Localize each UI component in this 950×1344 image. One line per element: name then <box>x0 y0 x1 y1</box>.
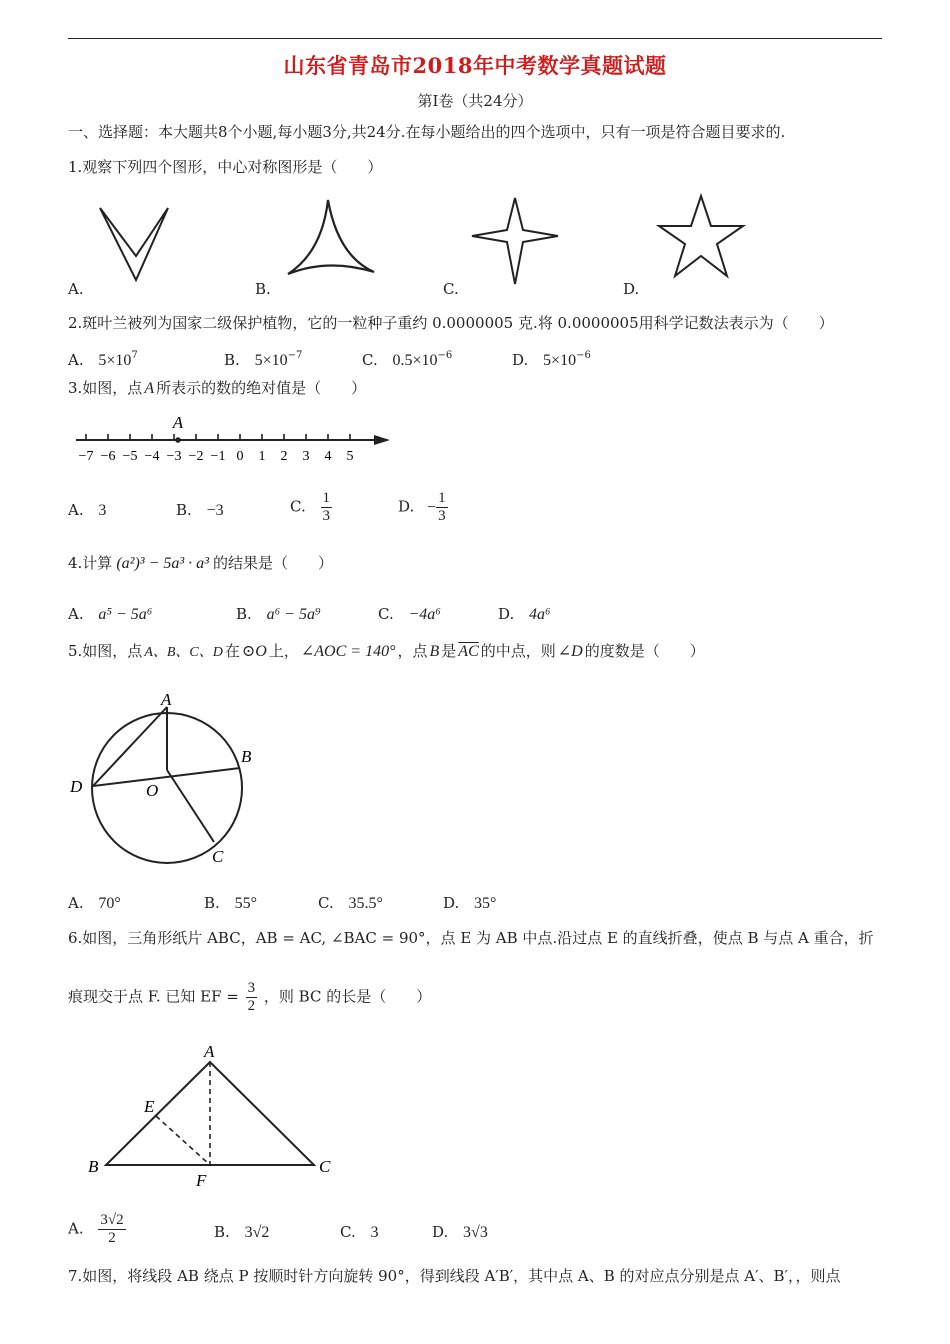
q2-option-b <box>224 346 302 371</box>
q6-stem-line2 <box>68 980 431 1015</box>
q3-stem-prefix: 3.如图，点 <box>68 379 143 397</box>
option-label: D. <box>512 351 529 369</box>
numberline-tick-label: 5 <box>346 449 354 464</box>
numberline-point-label: A <box>172 413 184 432</box>
q5-option-c <box>318 893 383 914</box>
q6-stem-line1: 6.如图，三角形纸片 ABC，AB = AC, ∠BAC = 90°，点 E 为 AB 中点.沿过点 E 的直线折叠，使点 B 与点 A 重合，折 <box>68 929 874 947</box>
option-label: C. <box>290 497 306 516</box>
numberline-tick-label: −2 <box>188 449 204 464</box>
q5-text-3: 上， <box>268 642 299 660</box>
q1-option-c: C. <box>443 280 459 298</box>
q2-a-base: 5×10 <box>98 352 132 369</box>
q6-line2-prefix: 痕现交于点 F. 已知 EF = <box>68 987 239 1006</box>
q5-text-2: 在 <box>224 642 240 660</box>
q6-option-d <box>432 1222 488 1243</box>
q5-option-a <box>68 893 121 914</box>
option-label: A. <box>68 605 84 623</box>
option-label: D. <box>398 497 415 516</box>
numberline-tick-label: −5 <box>122 449 138 464</box>
q7-stem: 7.如图，将线段 AB 绕点 P 按顺时针方向旋转 90°，得到线段 A′B′，其中点 A、B 的对应点分别是点 A′、B′，，则点 <box>68 1267 841 1285</box>
numberline-tick-label: −4 <box>144 449 160 464</box>
five-point-star-icon <box>659 196 743 276</box>
q5-c-value: 35.5° <box>348 895 383 912</box>
q6-ef-num: 3 <box>247 980 256 996</box>
q5-text-1: 5.如图，点 <box>68 642 143 660</box>
q2-b-exp: −7 <box>287 350 303 361</box>
option-label: A. <box>68 1219 84 1238</box>
q3-stem-suffix: 所表示的数的绝对值是（ ） <box>156 379 367 397</box>
q4-option-d <box>498 604 551 625</box>
q5-b-value: 55° <box>234 895 257 912</box>
page-title: 山东省青岛市2018年中考数学真题试题 <box>283 53 667 78</box>
q5-d-value: 35° <box>474 895 497 912</box>
header-rule <box>68 38 882 39</box>
q6-a-den: 2 <box>108 1230 116 1246</box>
label-c: C <box>319 1157 331 1176</box>
arrow-icon <box>374 435 390 445</box>
q3-option-d <box>398 490 448 525</box>
label-c: C <box>212 847 224 866</box>
q5-option-d <box>443 893 496 914</box>
numberline-tick-label: −7 <box>78 449 94 464</box>
numberline-tick-label: 2 <box>280 449 288 464</box>
q4-option-c <box>378 604 441 625</box>
q6-c-value: 3 <box>370 1224 379 1241</box>
q3-point: A <box>144 380 155 397</box>
numberline-tick-label: 3 <box>302 449 310 464</box>
q5-angle: ∠AOC = 140° <box>300 643 396 660</box>
q3-d-den: 3 <box>438 508 446 524</box>
page-subtitle: 第Ⅰ卷（共24分） <box>417 92 533 110</box>
q3-option-c <box>290 490 332 525</box>
q6-option-c <box>340 1222 379 1243</box>
numberline-tick-label: −6 <box>100 449 116 464</box>
q4-a-value: a⁵ − 5a⁶ <box>98 606 153 623</box>
q4-c-value: −4a⁶ <box>408 606 441 623</box>
q5-text-6: 的中点，则 <box>480 642 556 660</box>
q5-circle: ⊙O <box>241 643 267 660</box>
q3-option-a <box>68 500 106 521</box>
numberline-tick-label: 0 <box>236 449 244 464</box>
q5-stem <box>68 641 705 663</box>
q2-d-base: 5×10 <box>543 352 577 369</box>
q2-c-base: 0.5×10 <box>392 352 438 369</box>
q2-d-exp: −6 <box>576 350 591 361</box>
q5-circle-figure <box>66 690 266 870</box>
numberline-tick-label: 1 <box>258 449 266 464</box>
option-label: C. <box>378 605 394 623</box>
q6-triangle-figure <box>82 1040 342 1190</box>
q6-option-a <box>68 1212 126 1247</box>
option-label: B. <box>224 351 240 369</box>
q3-b-value: −3 <box>206 502 224 519</box>
q2-b-base: 5×10 <box>254 352 288 369</box>
q3-a-value: 3 <box>98 502 107 519</box>
q5-text-4: ，点 <box>397 642 428 660</box>
label-f: F <box>196 1171 207 1190</box>
q4-option-b <box>236 604 321 625</box>
label-e: E <box>144 1097 155 1116</box>
q1-option-d: D. <box>623 280 640 298</box>
q1-option-b: B. <box>255 280 271 298</box>
q4-expression: (a²)³ − 5a³ · a³ <box>116 555 209 572</box>
option-label: C. <box>362 351 378 369</box>
q5-a-value: 70° <box>98 895 121 912</box>
q4-stem <box>68 553 333 574</box>
q2-c-exp: −6 <box>437 350 453 361</box>
q4-b-value: a⁶ − 5a⁹ <box>266 606 321 623</box>
q3-d-sign: − <box>427 498 437 516</box>
option-label: B. <box>204 894 220 912</box>
q6-line2-suffix: ，则 BC 的长是（ ） <box>263 987 432 1006</box>
option-label: A. <box>68 501 84 519</box>
option-label: C. <box>318 894 334 912</box>
q3-d-num: 1 <box>438 490 446 506</box>
label-o: O <box>146 781 159 800</box>
q1-figures <box>90 190 780 290</box>
label-a: A <box>161 690 172 709</box>
number-line <box>72 410 402 470</box>
option-label: D. <box>443 894 460 912</box>
q5-option-b <box>204 893 257 914</box>
q2-option-d <box>512 346 591 371</box>
q5-angle-d: ∠D <box>557 643 583 660</box>
q2-stem: 2.斑叶兰被列为国家二级保护植物，它的一粒种子重约 0.0000005 克.将 0.0000005用科学记数法表示为（ ） <box>68 314 834 332</box>
option-label: D. <box>432 1223 449 1241</box>
curved-triangle-icon <box>288 200 374 274</box>
label-b: B <box>88 1157 99 1176</box>
q2-option-c <box>362 346 452 371</box>
option-label: A. <box>68 351 84 369</box>
section-instructions: 一、选择题：本大题共8个小题,每小题3分,共24分.在每小题给出的四个选项中，只有一项是符合题目要求的. <box>68 123 786 141</box>
q1-option-a: A. <box>68 280 84 298</box>
label-a: A <box>204 1042 215 1061</box>
option-label: C. <box>340 1223 356 1241</box>
q6-ef-den: 2 <box>247 998 256 1014</box>
q1-stem: 1.观察下列四个图形，中心对称图形是（ ） <box>68 158 383 176</box>
q5-text-7: 的度数是（ ） <box>584 642 705 660</box>
q4-stem-prefix: 4.计算 <box>68 554 113 572</box>
q2-option-a <box>68 346 138 371</box>
q3-c-num: 1 <box>322 490 330 506</box>
v-shape-icon <box>100 208 168 280</box>
q3-stem <box>68 378 366 399</box>
numberline-tick-label: 4 <box>324 449 332 464</box>
q6-b-value: 3√2 <box>244 1224 270 1241</box>
q5-points: A、B、C、D <box>144 645 223 660</box>
q4-stem-suffix: 的结果是（ ） <box>212 554 333 572</box>
four-point-star-icon <box>472 198 558 284</box>
option-label: B. <box>236 605 252 623</box>
q2-a-exp: 7 <box>131 350 138 361</box>
q4-d-value: 4a⁶ <box>529 606 551 623</box>
q3-c-den: 3 <box>322 508 330 524</box>
numberline-point <box>175 437 181 443</box>
label-b: B <box>241 747 252 766</box>
q5-text-5: 是 <box>441 642 457 660</box>
q6-option-b <box>214 1222 269 1243</box>
q3-option-b <box>176 500 224 521</box>
q4-option-a <box>68 604 152 625</box>
option-label: B. <box>176 501 192 519</box>
q6-d-value: 3√3 <box>463 1224 488 1241</box>
option-label: D. <box>498 605 515 623</box>
numberline-tick-label: −3 <box>166 449 182 464</box>
option-label: B. <box>214 1223 230 1241</box>
numberline-tick-label: −1 <box>210 449 226 464</box>
q6-a-num: 3√2 <box>100 1212 124 1228</box>
option-label: A. <box>68 894 84 912</box>
q5-point-b: B <box>429 643 440 660</box>
q5-arc: $\overline{AC}$ <box>458 643 479 660</box>
label-d: D <box>70 777 83 796</box>
